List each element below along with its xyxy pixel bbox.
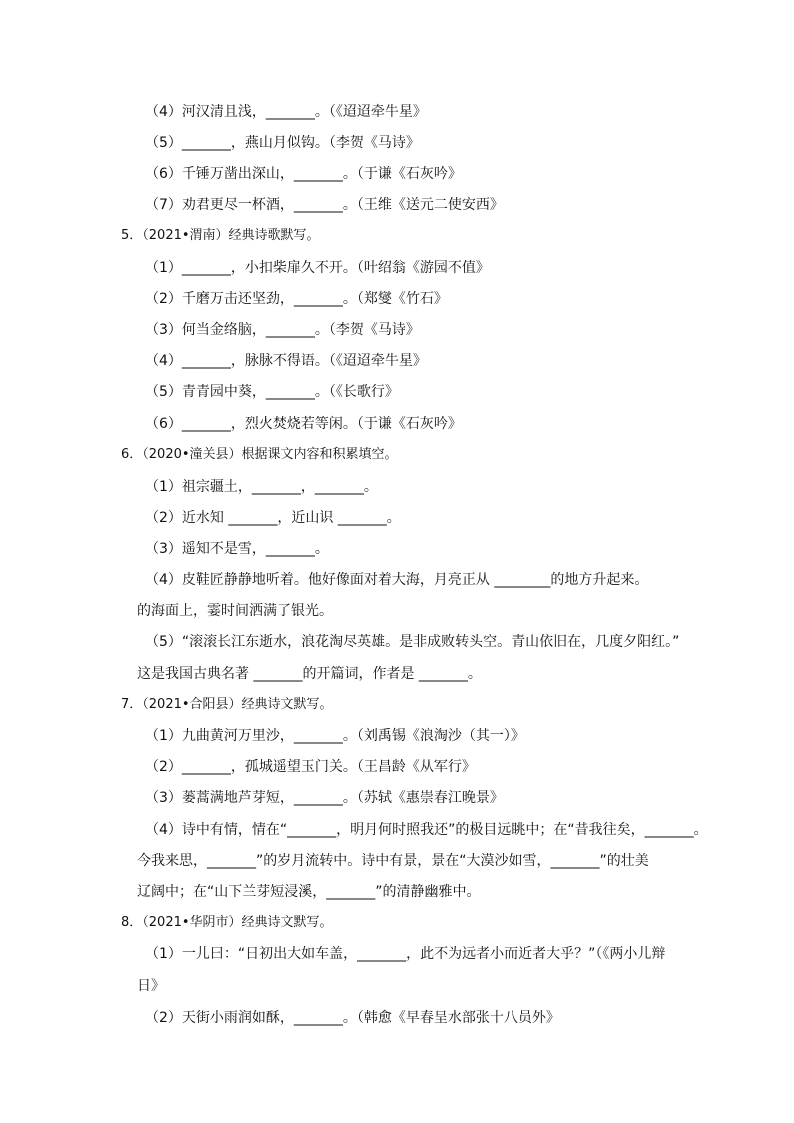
question-4-item-7: （7）劝君更尽一杯酒，_______。（王维《送元二使安西》 <box>145 197 504 213</box>
question-5-item-4: （4）_______，脉脉不得语。（《迢迢牵牛星》 <box>145 353 427 369</box>
question-4-item-6: （6）千锤万凿出深山，_______。（于谦《石灰吟》 <box>145 166 462 182</box>
question-7-item-3: （3）蒌蒿满地芦芽短，_______。（苏轼《惠崇春江晚景》 <box>145 790 504 806</box>
question-7-item-4-continued-1: 今我来思，_______”的岁月流转中。诗中有景，景在“大漠沙如雪，_______”的壮美 <box>137 853 649 869</box>
question-7-item-4-continued-2: 辽阔中；在“山下兰芽短浸溪，_______”的清静幽雅中。 <box>137 884 481 900</box>
question-4-item-4: （4）河汉清且浅，_______。（《迢迢牵牛星》 <box>145 104 427 120</box>
question-5-item-2: （2）千磨万击还坚劲，_______。（郑燮《竹石》 <box>145 291 448 307</box>
question-6-item-4-continued: 的海面上，霎时间洒满了银光。 <box>137 603 333 619</box>
question-8-item-1: （1）一儿曰：“日初出大如车盖，_______，此不为远者小而近者大乎？”（《两小儿辩 <box>145 946 666 962</box>
question-7-item-1: （1）九曲黄河万里沙，_______。（刘禹锡《浪淘沙（其一）》 <box>145 728 525 744</box>
question-7-heading: 7．（2021•合阳县）经典诗文默写。 <box>121 697 333 712</box>
question-5-item-5: （5）青青园中葵，_______。（《长歌行》 <box>145 384 399 400</box>
question-8-item-1-continued: 日》 <box>137 978 165 994</box>
question-5-heading: 5．（2021•渭南）经典诗歌默写。 <box>121 228 320 243</box>
question-6-item-1: （1）祖宗疆土，_______，_______。 <box>145 479 378 495</box>
question-6-item-2: （2）近水知 _______，近山识 _______。 <box>145 510 401 526</box>
question-5-item-1: （1）_______，小扣柴扉久不开。（叶绍翁《游园不值》 <box>145 260 490 276</box>
question-7-item-2: （2）_______，孤城遥望玉门关。（王昌龄《从军行》 <box>145 759 476 775</box>
question-6-item-5-continued: 这是我国古典名著 _______的开篇词，作者是 _______。 <box>137 666 482 682</box>
question-6-item-4: （4）皮鞋匠静静地听着。他好像面对着大海，月亮正从 ________的地方升起来。 <box>145 572 649 588</box>
question-8-item-2: （2）天街小雨润如酥，_______。（韩愈《早春呈水部张十八员外》 <box>145 1010 560 1026</box>
question-5-item-3: （3）何当金络脑，_______。（李贺《马诗》 <box>145 322 420 338</box>
question-8-heading: 8．（2021•华阴市）经典诗文默写。 <box>121 915 333 930</box>
question-6-item-5: （5）“滚滚长江东逝水，浪花淘尽英雄。是非成败转头空。青山依旧在，几度夕阳红。” <box>145 634 680 650</box>
question-6-heading: 6．（2020•潼关县）根据课文内容和积累填空。 <box>121 447 398 462</box>
question-7-item-4: （4）诗中有情，情在“_______，明月何时照我还”的极目远眺中；在“昔我往矣，_______。 <box>145 822 708 838</box>
question-5-item-6: （6）_______，烈火焚烧若等闲。（于谦《石灰吟》 <box>145 416 462 432</box>
question-4-item-5: （5）_______，燕山月似钩。（李贺《马诗》 <box>145 135 420 151</box>
question-6-item-3: （3）遥知不是雪，_______。 <box>145 541 329 557</box>
